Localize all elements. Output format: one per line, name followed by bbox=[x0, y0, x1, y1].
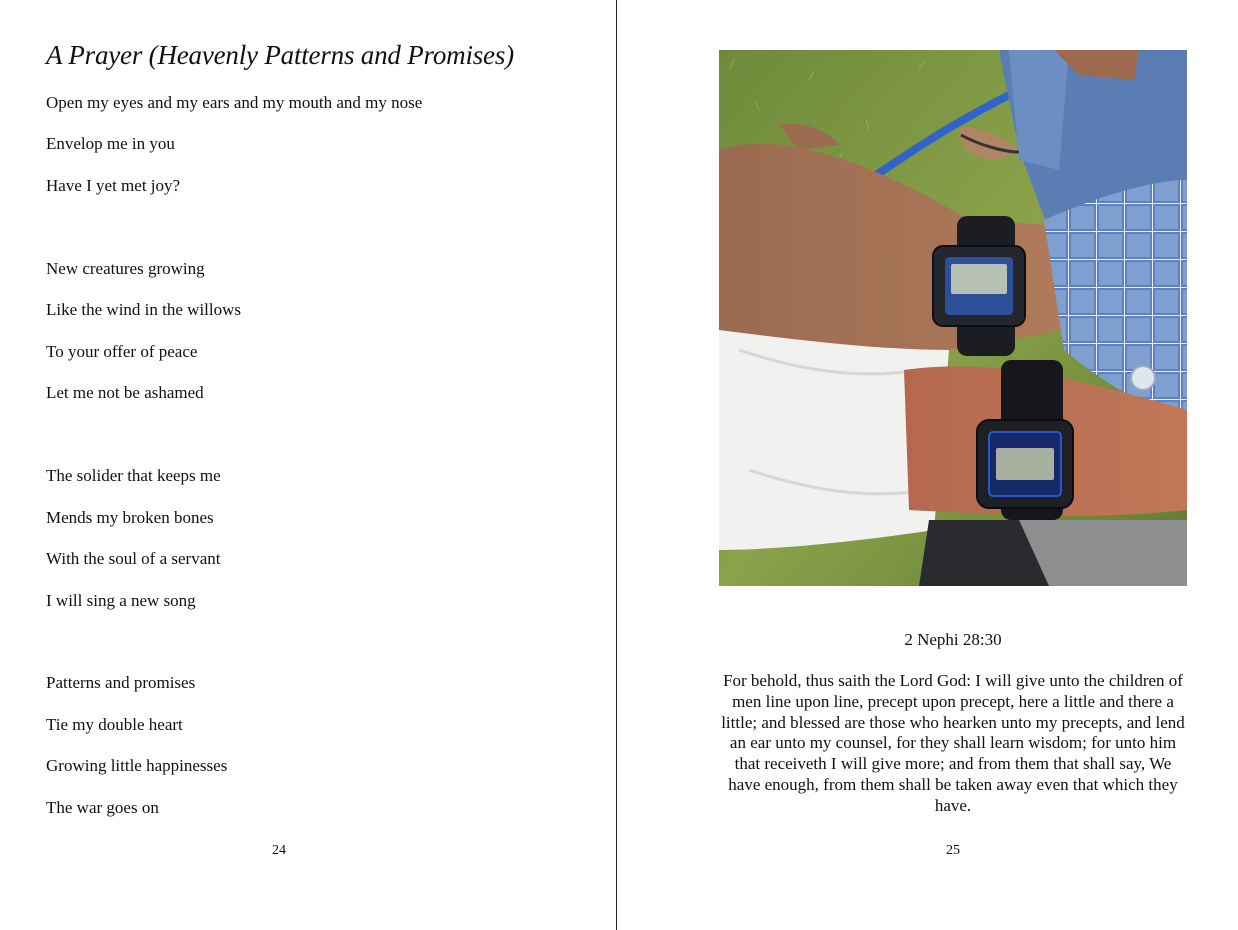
poem-line: New creatures growing bbox=[46, 259, 205, 278]
photo-illustration bbox=[719, 50, 1187, 586]
poem-title: A Prayer (Heavenly Patterns and Promises) bbox=[46, 40, 514, 70]
poem-line: Let me not be ashamed bbox=[46, 383, 204, 402]
page-number-left: 24 bbox=[272, 843, 286, 858]
scripture-passage: For behold, thus saith the Lord God: I will give unto the children of men line upon line, precept upon precept, here a little and there a little; and blessed are those who hearken unto my precepts, and lend an ear unto my counsel, for they shall learn wisdom; for unto him that receiveth I will give more; and from them that shall say, We have enough, from them shall be taken away even that which they have. bbox=[721, 671, 1185, 815]
poem-line: To your offer of peace bbox=[46, 342, 198, 361]
poem-line: Growing little happinesses bbox=[46, 756, 228, 775]
poem-line: Open my eyes and my ears and my mouth and my nose bbox=[46, 93, 423, 112]
poem-line: Tie my double heart bbox=[46, 715, 183, 734]
poem-line: Like the wind in the willows bbox=[46, 300, 242, 319]
wristwatch-photo bbox=[719, 50, 1187, 586]
scripture-reference: 2 Nephi 28:30 bbox=[904, 630, 1002, 649]
right-page bbox=[617, 0, 1238, 930]
poem-line: Have I yet met joy? bbox=[46, 176, 181, 195]
poem-line: The solider that keeps me bbox=[46, 466, 221, 485]
page-number-right: 25 bbox=[946, 843, 960, 858]
poem-line: I will sing a new song bbox=[46, 591, 196, 610]
poem-line: Mends my broken bones bbox=[46, 508, 214, 527]
left-page bbox=[0, 0, 616, 930]
poem-line: With the soul of a servant bbox=[46, 549, 221, 568]
poem-line: The war goes on bbox=[46, 798, 159, 817]
poem-line: Envelop me in you bbox=[46, 134, 175, 153]
poem-line: Patterns and promises bbox=[46, 673, 196, 692]
